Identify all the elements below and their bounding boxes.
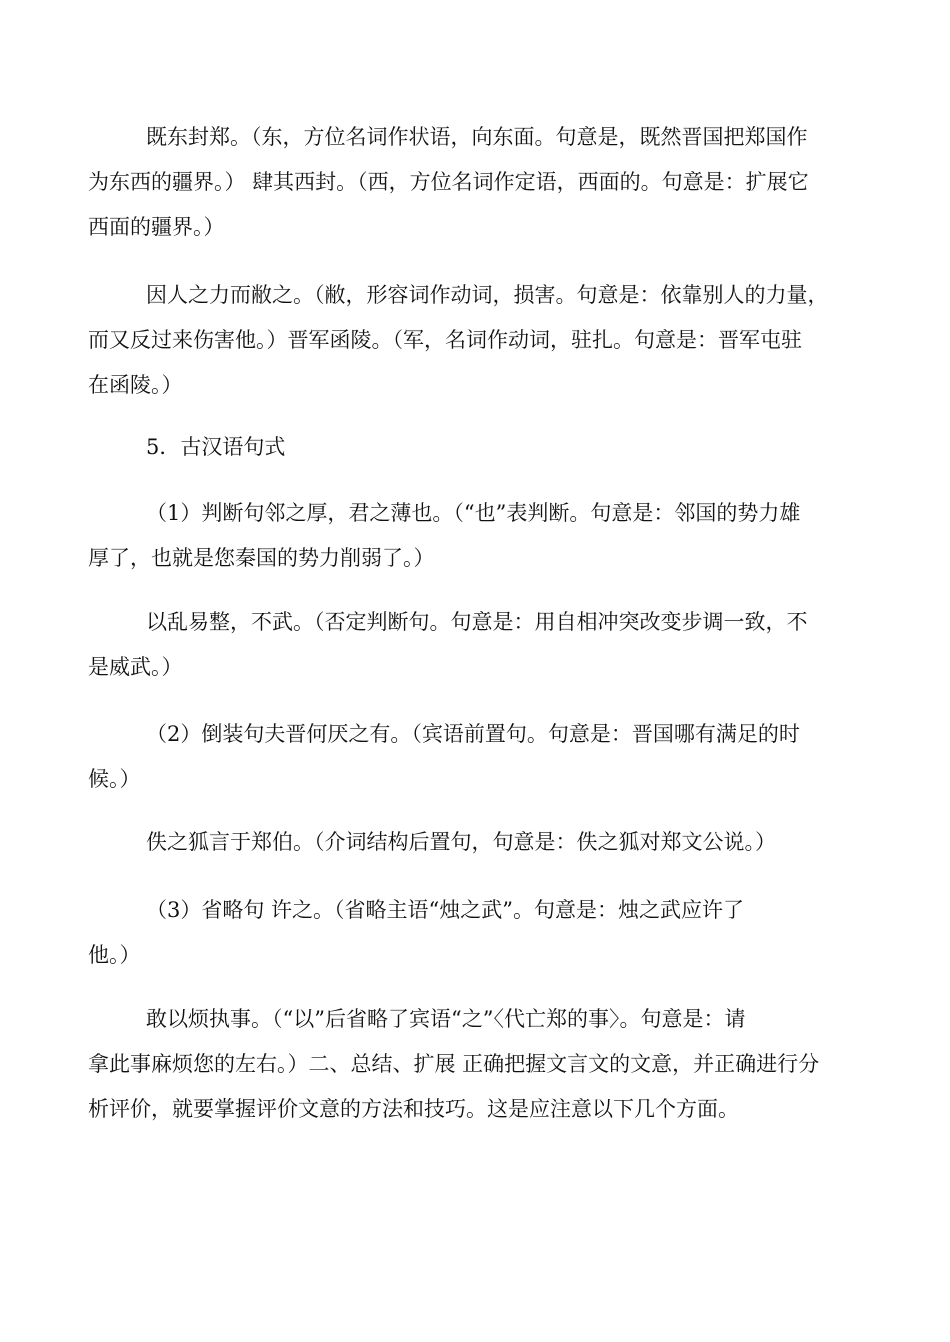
paragraph-noun-usage-direction: [88, 115, 873, 250]
text-line: 既东封郑。（东，方位名词作状语，向东面。句意是，既然晋国把郑国作: [146, 125, 808, 149]
paragraph-negative-judgment: [88, 600, 873, 690]
text-line: 候。）: [88, 767, 141, 791]
paragraph-inverted-sentence: [88, 712, 873, 802]
paragraph-postposed-preposition: [88, 820, 873, 865]
text-line: 拿此事麻烦您的左右。）二、总结、扩展 正确把握文言文的文意，并正确进行分: [88, 1052, 820, 1076]
text-line: 是威武。）: [88, 655, 183, 679]
text-line: 而又反过来伤害他。）晋军函陵。（军，名词作动词，驻扎。句意是：晋军屯驻: [88, 328, 802, 352]
text-line: （3）省略句 许之。（省略主语“烛之武”。句意是：烛之武应许了: [146, 898, 745, 922]
text-line: 以乱易整，不武。（否定判断句。句意是：用自相冲突改变步调一致，不: [146, 610, 808, 634]
text-line: 佚之狐言于郑伯。（介词结构后置句，句意是：佚之狐对郑文公说。）: [146, 830, 776, 854]
text-line: 厚了，也就是您秦国的势力削弱了。）: [88, 546, 435, 570]
text-line: 为东西的疆界。） 肆其西封。（西，方位名词作定语，西面的。句意是：扩展它: [88, 170, 809, 194]
paragraph-omitted-object-summary: [88, 997, 873, 1132]
text-line: 敢以烦执事。（“以”后省略了宾语“之”〈代亡郑的事〉。句意是：请: [146, 1007, 746, 1031]
paragraph-judgment-sentence: [88, 491, 873, 581]
text-line: 5．古汉语句式: [146, 435, 286, 459]
text-line: （1）判断句邻之厚，君之薄也。（“也”表判断。句意是：邻国的势力雄: [146, 501, 801, 525]
paragraph-adjective-verb-usage: [88, 273, 873, 408]
text-line: 他。）: [88, 943, 141, 967]
text-line: 西面的疆界。）: [88, 215, 225, 239]
text-line: 因人之力而敝之。（敝，形容词作动词，损害。句意是：依靠别人的力量，: [146, 283, 829, 307]
text-line: 析评价，就要掌握评价文意的方法和技巧。这是应注意以下几个方面。: [88, 1097, 739, 1121]
text-line: （2）倒装句夫晋何厌之有。（宾语前置句。句意是：晋国哪有满足的时: [146, 722, 800, 746]
section-heading-sentence-patterns: [88, 425, 873, 470]
paragraph-ellipsis-sentence: [88, 888, 873, 978]
text-line: 在函陵。）: [88, 373, 183, 397]
